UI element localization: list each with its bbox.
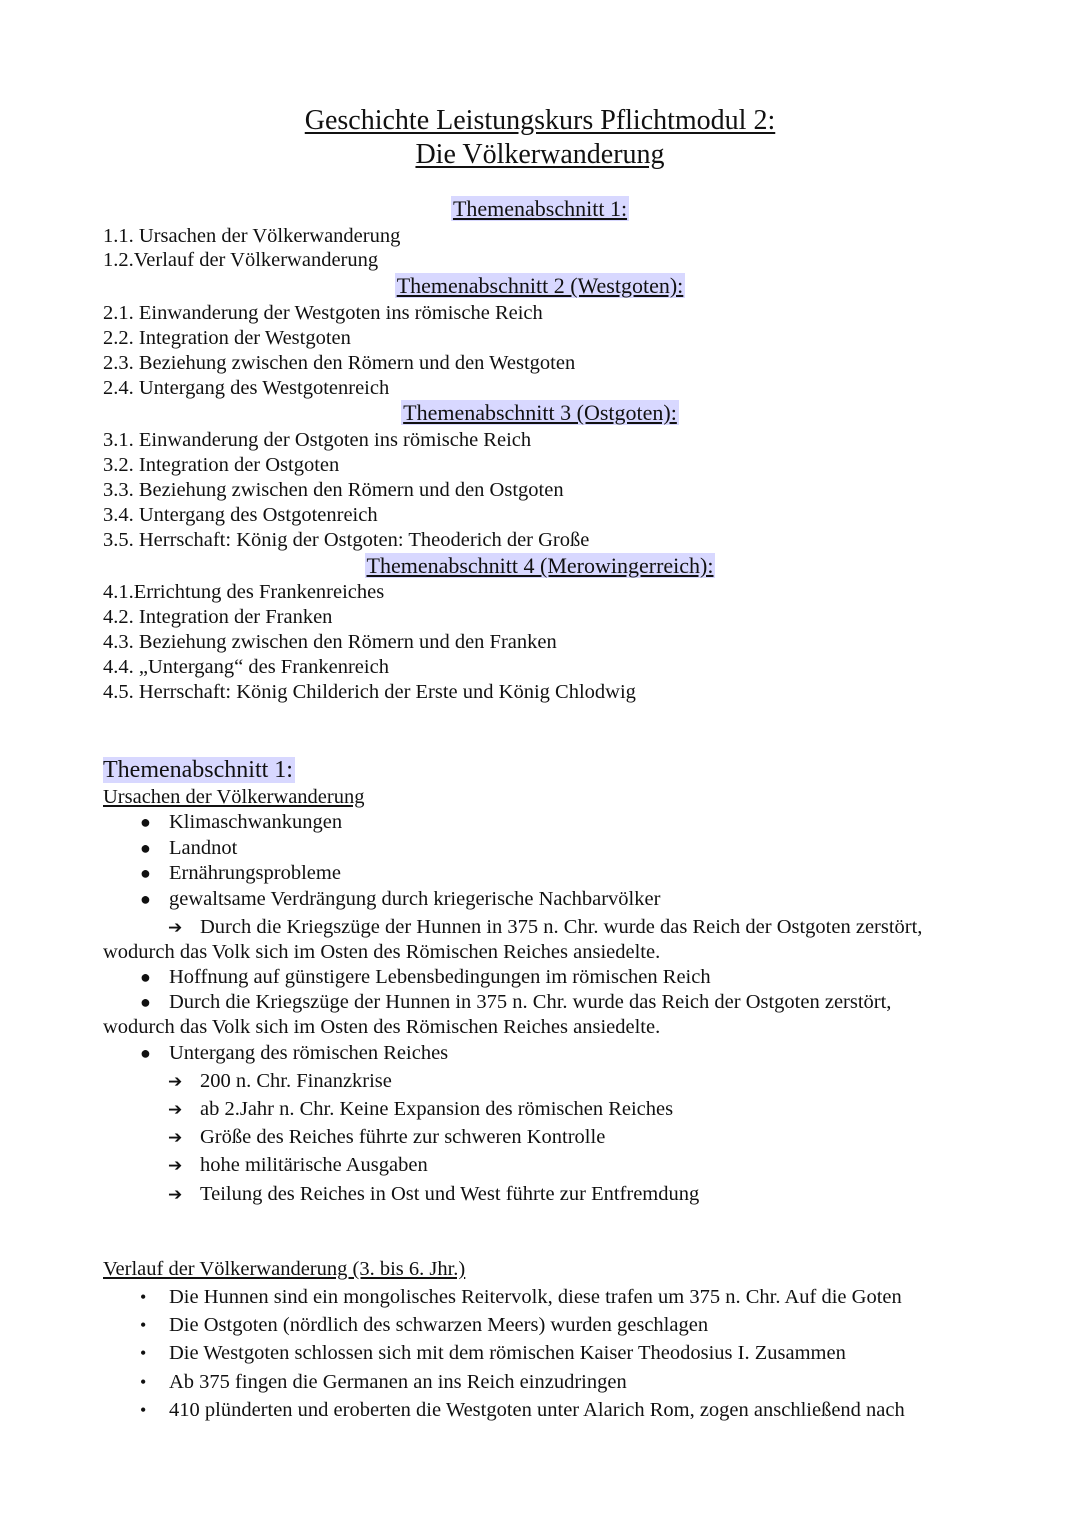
title-line-1: Geschichte Leistungskurs Pflichtmodul 2: [304, 105, 776, 136]
toc-item: 4.3. Beziehung zwischen den Römern und den Franken [103, 631, 557, 653]
toc-item: 4.2. Integration der Franken [103, 606, 333, 628]
document-page: Geschichte Leistungskurs Pflichtmodul 2: Die Völkerwanderung Themenabschnitt 1: 1.1. Ursachen der Völkerwanderung 1.2.Verlauf der Völkerwanderung Themenabschnitt 2 (Westgoten): 2.1. Einwanderung der Westgoten ins römische Reich 2.2. Integration der Westgoten 2.3. Beziehung zwischen den Römern und den Westgoten 2.4. Untergang des Westgotenreich Themenabschnitt 3 (Ostgoten): 3.1. Einwanderung der Ostgoten ins römische Reich 3.2. Integration der Ostgoten 3.3. Beziehung zwischen den Römern und den Ostgoten 3.4. Untergang des Ostgotenreich 3.5. Herrschaft: König der Ostgoten: Theoderich der Große Themenabschnitt 4 (Merowingerreich): 4.1.Errichtung des Frankenreiches 4.2. Integration der Franken 4.3. Beziehung zwischen den Römern und den Franken 4.4. „Untergang“ des Frankenreich 4.5. Herrschaft: König Childerich der Erste und König Chlodwig Themenabschnitt 1: Ursachen der Völkerwanderung ● Klimaschwankungen ● Landnot ● Ernährungsprobleme ● gewaltsame Verdrängung durch kriegerische Nachbarvölker ➔ Durch die Kriegszüge der Hunnen in 375 n. Chr. wurde das Reich der Ostgoten zerstört, wodurch das Volk sich im Osten des Römischen Reiches ansiedelte. ● Hoffnung auf günstigere Lebensbedingungen im römischen Reich ● Durch die Kriegszüge der Hunnen in 375 n. Chr. wurde das Reich der Ostgoten zerstört, wodurch das Volk sich im Osten des Römischen Reiches ansiedelte. ● Untergang des römischen Reiches ➔ 200 n. Chr. Finanzkrise ➔ ab 2.Jahr n. Chr. Keine Expansion des römischen Reiches ➔ Größe des Reiches führte zur schweren Kontrolle ➔ hohe militärische Ausgaben ➔ Teilung des Reiches in Ost und West führte zur Entfremdung Verlauf der Völkerwanderung (3. bis 6. Jhr.) • Die Hunnen sind ein mongolisches Reitervolk, diese trafen um 375 n. Chr. Auf die Goten • Die Ostgoten (nördlich des schwarzen Meers) wurden geschlagen • Die Westgoten schlossen sich mit dem römischen Kaiser Theodosius I. Zusammen • Ab 375 fingen die Germanen an ins Reich einzudringen • 410 plünderten und eroberten die Westgoten unter Alarich Rom, zogen anschließend nach [0, 0, 1080, 1527]
bullet-icon: • [140, 1372, 147, 1392]
bullet-icon: • [140, 1400, 147, 1420]
toc-heading-4: Themenabschnitt 4 (Merowingerreich): [366, 553, 714, 578]
toc-item: 3.4. Untergang des Ostgotenreich [103, 504, 378, 526]
toc-item: 1.1. Ursachen der Völkerwanderung [103, 225, 401, 247]
toc-heading-3: Themenabschnitt 3 (Ostgoten): [403, 400, 677, 425]
toc-item: 3.3. Beziehung zwischen den Römern und den Ostgoten [103, 479, 564, 501]
arrow-right-icon: ➔ [168, 918, 183, 938]
bullet-icon: • [140, 1343, 147, 1363]
continuation-line: wodurch das Volk sich im Osten des Römischen Reiches ansiedelte. [103, 941, 661, 963]
arrow-item: ➔ Durch die Kriegszüge der Hunnen in 375 n. Chr. wurde das Reich der Ostgoten zerstört, [168, 915, 922, 941]
toc-item: 2.1. Einwanderung der Westgoten ins römische Reich [103, 302, 543, 324]
arrow-right-icon: ➔ [168, 1100, 183, 1120]
toc-item: 4.1.Errichtung des Frankenreiches [103, 581, 385, 603]
toc-item: 1.2.Verlauf der Völkerwanderung [103, 249, 379, 271]
arrow-item: ➔ Größe des Reiches führte zur schweren Kontrolle [168, 1125, 605, 1151]
arrow-right-icon: ➔ [168, 1156, 183, 1176]
arrow-right-icon: ➔ [168, 1128, 183, 1148]
toc-item: 3.5. Herrschaft: König der Ostgoten: Theoderich der Große [103, 529, 590, 551]
toc-item: 2.4. Untergang des Westgotenreich [103, 377, 390, 399]
toc-item: 2.2. Integration der Westgoten [103, 327, 351, 349]
title-line-2: Die Völkerwanderung [415, 139, 665, 170]
bullet-icon: ● [140, 889, 151, 909]
arrow-item: ➔ 200 n. Chr. Finanzkrise [168, 1069, 392, 1095]
toc-item: 3.2. Integration der Ostgoten [103, 454, 340, 476]
arrow-item: ➔ ab 2.Jahr n. Chr. Keine Expansion des römischen Reiches [168, 1097, 673, 1123]
bullet-icon: ● [140, 967, 151, 987]
bullet-icon: ● [140, 863, 151, 883]
arrow-item: ➔ Teilung des Reiches in Ost und West führte zur Entfremdung [168, 1182, 699, 1208]
subheading-ursachen: Ursachen der Völkerwanderung [103, 786, 365, 808]
bullet-icon: • [140, 1287, 147, 1307]
bullet-icon: ● [140, 1043, 151, 1063]
document-title [0, 104, 1080, 172]
continuation-line: wodurch das Volk sich im Osten des Römischen Reiches ansiedelte. [103, 1016, 661, 1038]
toc-item: 2.3. Beziehung zwischen den Römern und den Westgoten [103, 352, 576, 374]
toc-item: 3.1. Einwanderung der Ostgoten ins römische Reich [103, 429, 532, 451]
toc-item: 4.5. Herrschaft: König Childerich der Erste und König Chlodwig [103, 681, 636, 703]
bullet-icon: ● [140, 812, 151, 832]
bullet-icon: ● [140, 992, 151, 1012]
arrow-item: ➔ hohe militärische Ausgaben [168, 1153, 428, 1179]
bullet-icon: ● [140, 838, 151, 858]
subheading-verlauf: Verlauf der Völkerwanderung (3. bis 6. Jhr.) [103, 1258, 466, 1280]
section-heading: Themenabschnitt 1: [103, 757, 293, 783]
toc-heading-1: Themenabschnitt 1: [452, 196, 628, 221]
arrow-right-icon: ➔ [168, 1072, 183, 1092]
arrow-right-icon: ➔ [168, 1185, 183, 1205]
bullet-icon: • [140, 1315, 147, 1335]
toc-heading-2: Themenabschnitt 2 (Westgoten): [396, 273, 684, 298]
toc-item: 4.4. „Untergang“ des Frankenreich [103, 656, 389, 678]
